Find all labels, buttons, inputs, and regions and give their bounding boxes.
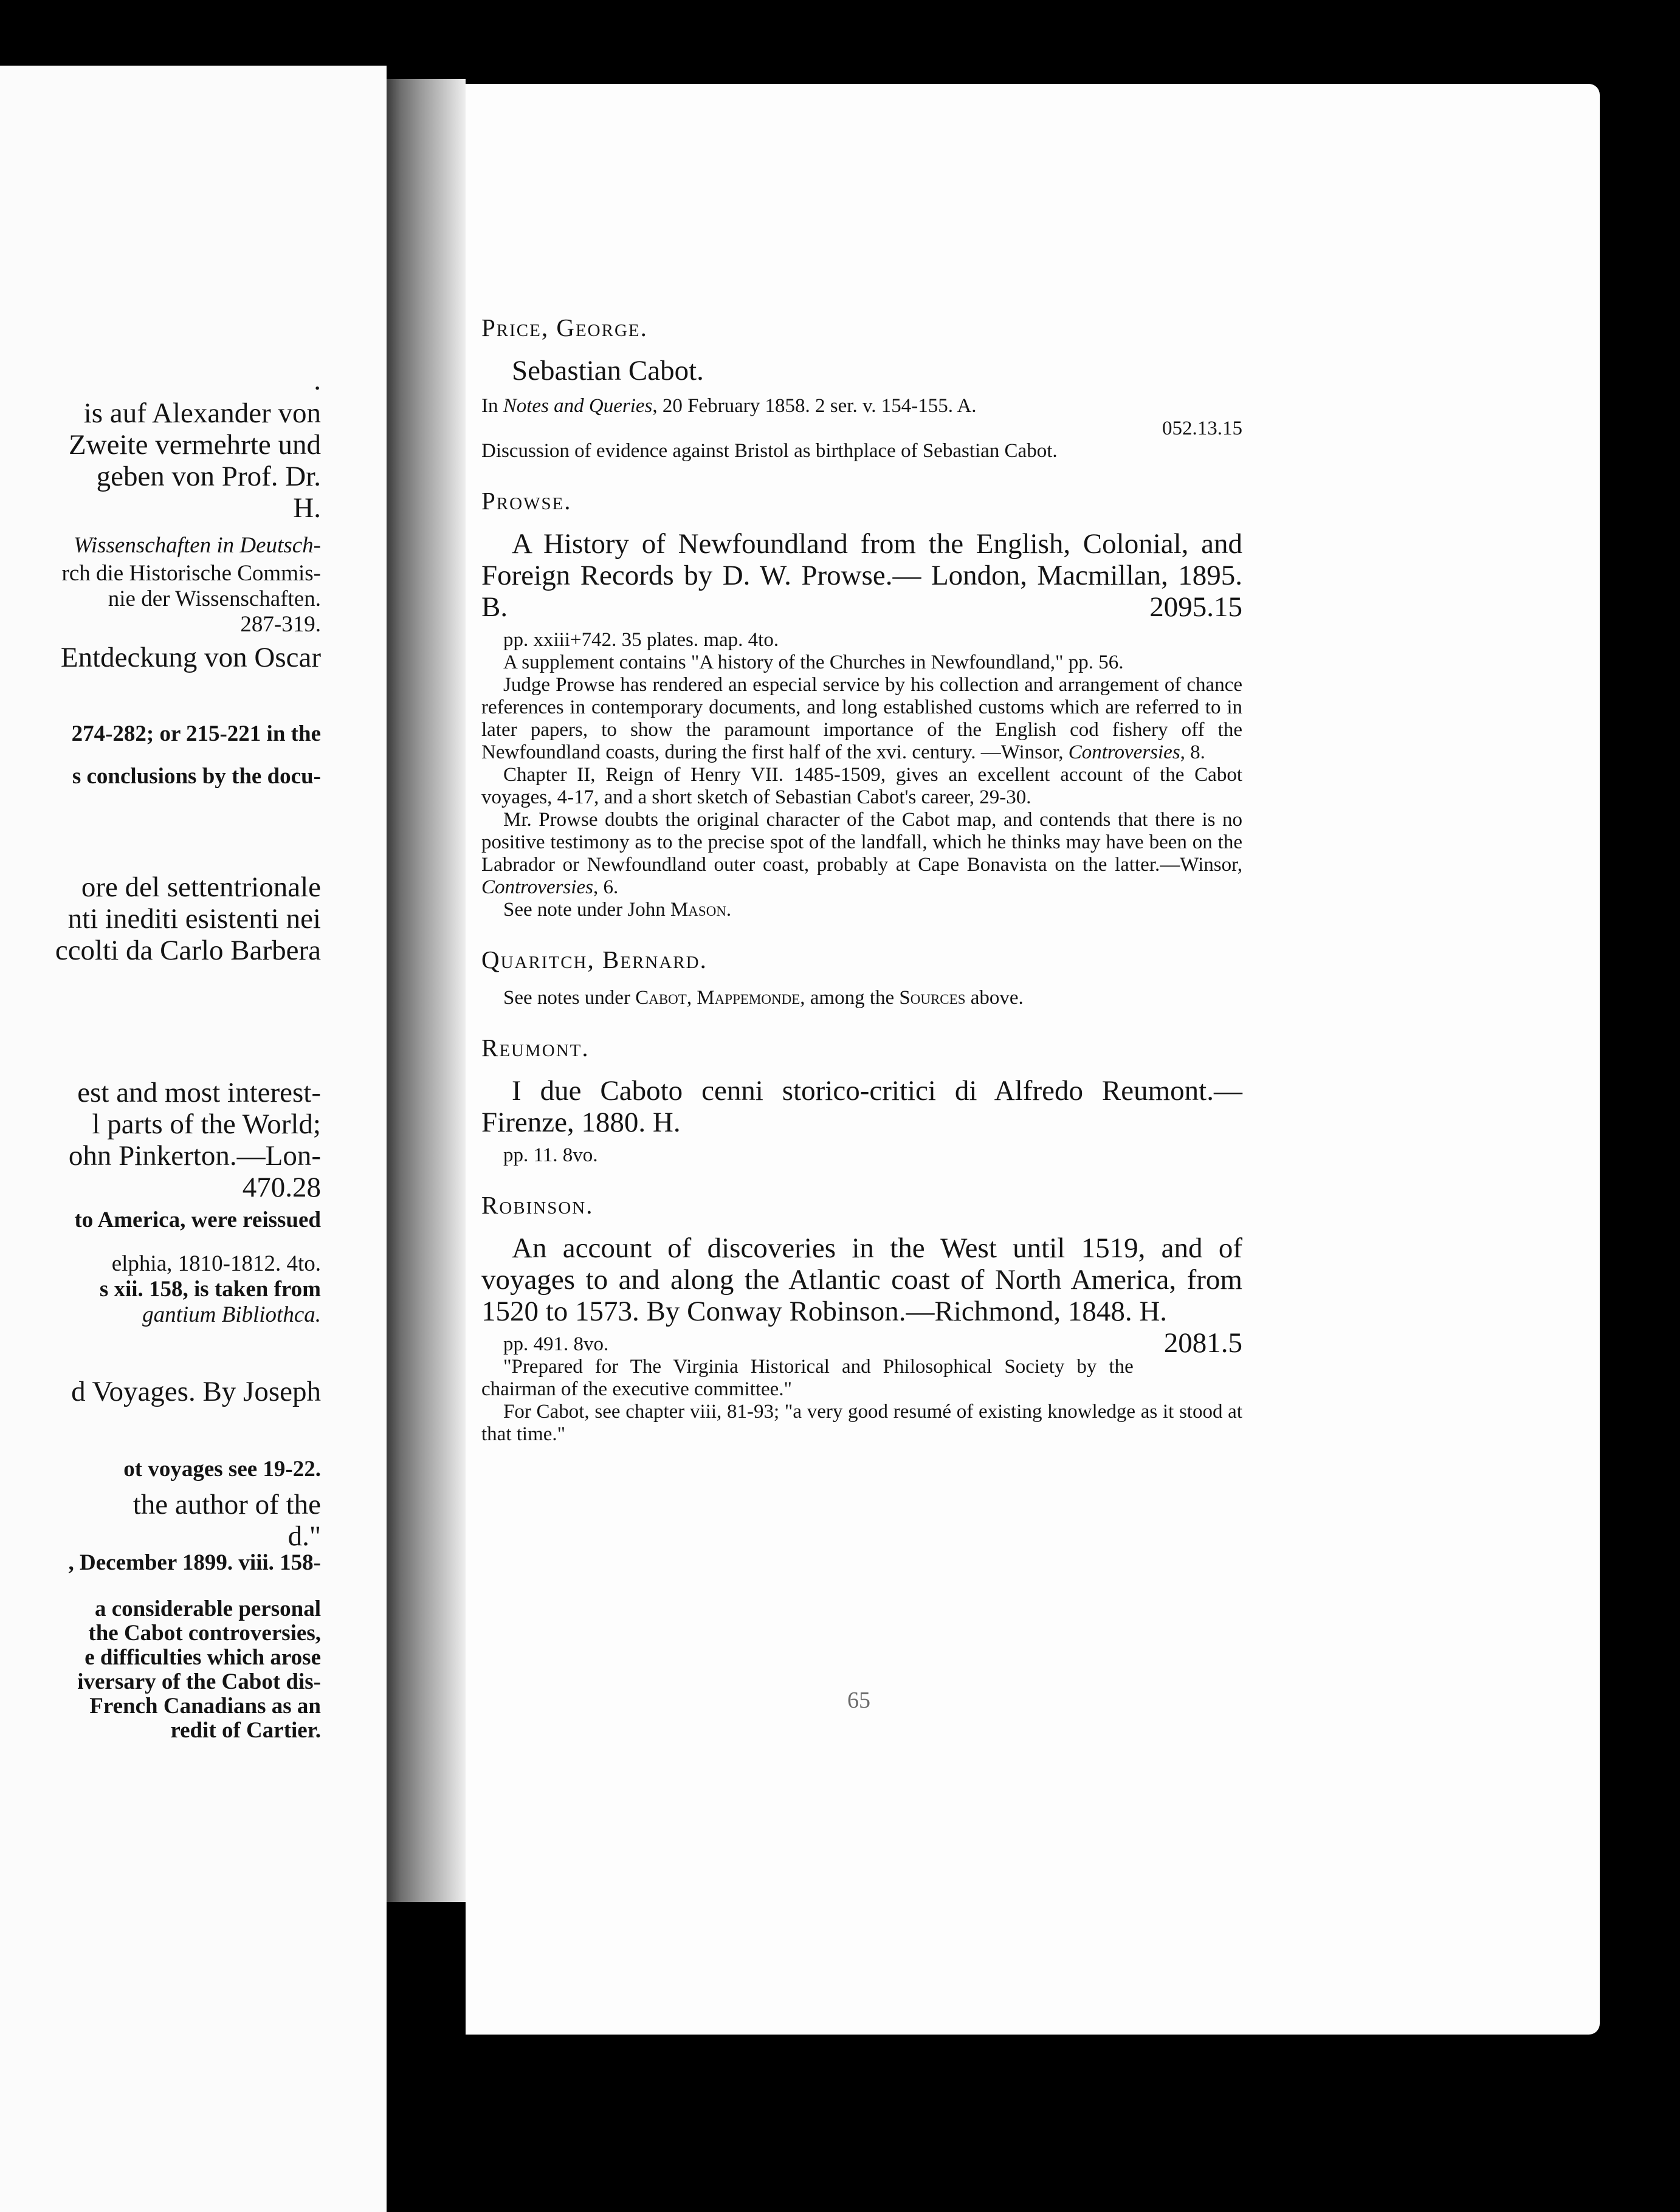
facing-page-line: ohn Pinkerton.—Lon- <box>68 1140 321 1172</box>
facing-page-line: . <box>314 365 321 396</box>
facing-page-line: is auf Alexander von <box>83 397 321 429</box>
facing-page-line: iversary of the Cabot dis- <box>77 1669 321 1694</box>
entry-heading-reumont: Reumont. <box>481 1034 590 1062</box>
journal-title: Notes and Queries <box>503 395 653 417</box>
facing-page-line: 274-282; or 215-221 in the <box>71 721 321 746</box>
facing-page-line: a considerable personal <box>94 1596 321 1621</box>
note-prowse-5: See note under John Mason. <box>503 899 732 921</box>
call-number-robinson: 2081.5 <box>1163 1327 1242 1359</box>
facing-page-line: elphia, 1810-1812. 4to. <box>111 1251 321 1276</box>
facing-page-line: the Cabot controversies, <box>88 1621 321 1646</box>
note-prowse-3: Chapter II, Reign of Henry VII. 1485-1509, gives an excellent account of the Cabot voyages, 4-17, and a short sketch of Sebastian Cabot's career, 29-30. <box>481 764 1242 808</box>
note-quaritch: See notes under Cabot, Mappemonde, among the Sources above. <box>503 987 1024 1009</box>
facing-page-line: 470.28 <box>242 1172 321 1203</box>
facing-page-line: d." <box>287 1520 321 1552</box>
facing-page-line: , December 1899. viii. 158- <box>68 1550 321 1575</box>
book-gutter-shadow <box>387 79 466 1902</box>
facing-page-line: to America, were reissued <box>74 1207 321 1232</box>
note-robinson-1: "Prepared for The Virginia Historical and Philosophical Society by the chairman of the executive committee." <box>481 1356 1134 1400</box>
facing-page-line: nie der Wissenschaften. <box>108 586 321 611</box>
facing-page-line: ore del settentrionale <box>81 871 321 903</box>
facing-page-line: ot voyages see 19-22. <box>123 1457 321 1482</box>
note-price: Discussion of evidence against Bristol as birthplace of Sebastian Cabot. <box>481 440 1058 462</box>
collation-reumont: pp. 11. 8vo. <box>503 1144 598 1166</box>
facing-page-line: ccolti da Carlo Barbera <box>55 935 321 966</box>
page-number: 65 <box>847 1688 870 1713</box>
entry-title-prowse: A History of Newfoundland from the English, Colonial, and Foreign Records by D. W. Prowse.— London, Macmillan, 1895. B. 2095.15 <box>481 528 1242 623</box>
citation-price: In Notes and Queries, 20 February 1858. 2 ser. v. 154-155. A. <box>481 395 977 417</box>
facing-page-line: Wissenschaften in Deutsch- <box>74 533 321 558</box>
facing-page-line: est and most interest- <box>77 1077 321 1108</box>
facing-page-line: s xii. 158, is taken from <box>99 1277 321 1302</box>
entry-title-price: Sebastian Cabot. <box>512 355 704 386</box>
note-prowse-1: A supplement contains "A history of the Churches in Newfoundland," pp. 56. <box>503 651 1124 673</box>
entry-heading-quaritch: Quaritch, Bernard. <box>481 946 707 974</box>
facing-page-line: l parts of the World; <box>92 1108 321 1140</box>
page-content <box>481 312 1242 1446</box>
facing-page-line: rch die Historische Commis- <box>61 561 321 586</box>
call-number-price: 052.13.15 <box>1162 417 1242 439</box>
facing-page-line: gantium Bibliothca. <box>142 1302 321 1327</box>
entry-heading-price: Price, George. <box>481 314 648 342</box>
entry-title-reumont: I due Caboto cenni storico-critici di Alfredo Reumont.—Firenze, 1880. H. <box>481 1075 1242 1138</box>
facing-page-line: H. <box>293 492 321 524</box>
note-prowse-2: Judge Prowse has rendered an especial service by his collection and arrangement of chance references in contemporary documents, and long established customs which are referred to in later papers, to show the paramount importance of the English cod fishery off the Newfoundland coasts, during the first half of the xvi. century. —Winsor, Controversies, 8. <box>481 674 1242 763</box>
entry-heading-prowse: Prowse. <box>481 487 572 515</box>
facing-page-line: d Voyages. By Joseph <box>71 1376 321 1407</box>
facing-page-line: 287-319. <box>240 612 321 637</box>
facing-page-line: Entdeckung von Oscar <box>60 642 321 673</box>
facing-page-line: redit of Cartier. <box>170 1718 321 1743</box>
facing-page-line: Zweite vermehrte und <box>69 429 321 461</box>
collation-prowse: pp. xxiii+742. 35 plates. map. 4to. <box>503 629 779 651</box>
facing-page-line: geben von Prof. Dr. <box>96 461 321 492</box>
entry-heading-robinson: Robinson. <box>481 1191 594 1219</box>
collation-robinson: pp. 491. 8vo. <box>503 1333 609 1355</box>
note-robinson-2: For Cabot, see chapter viii, 81-93; "a very good resumé of existing knowledge as it stood at that time." <box>481 1401 1242 1445</box>
call-number-prowse: 2095.15 <box>1149 591 1242 623</box>
facing-page-line: French Canadians as an <box>89 1694 321 1719</box>
entry-title-robinson: An account of discoveries in the West until 1519, and of voyages to and along the Atlantic coast of North America, from 1520 to 1573. By Conway Robinson.—Richmond, 1848. H. 2081.5 <box>481 1232 1242 1359</box>
facing-page-line: the author of the <box>133 1489 321 1520</box>
facing-page-line: s conclusions by the docu- <box>72 764 321 789</box>
facing-page-line: e difficulties which arose <box>84 1645 321 1670</box>
facing-page-line: nti inediti esistenti nei <box>67 903 321 935</box>
note-prowse-4: Mr. Prowse doubts the original character of the Cabot map, and contends that there is no positive testimony as to the precise spot of the landfall, which he thinks may have been on the Labrador or Newfoundland outer coast, probably at Cape Bonavista on the latter.—Winsor, Controversies, 6. <box>481 809 1242 898</box>
